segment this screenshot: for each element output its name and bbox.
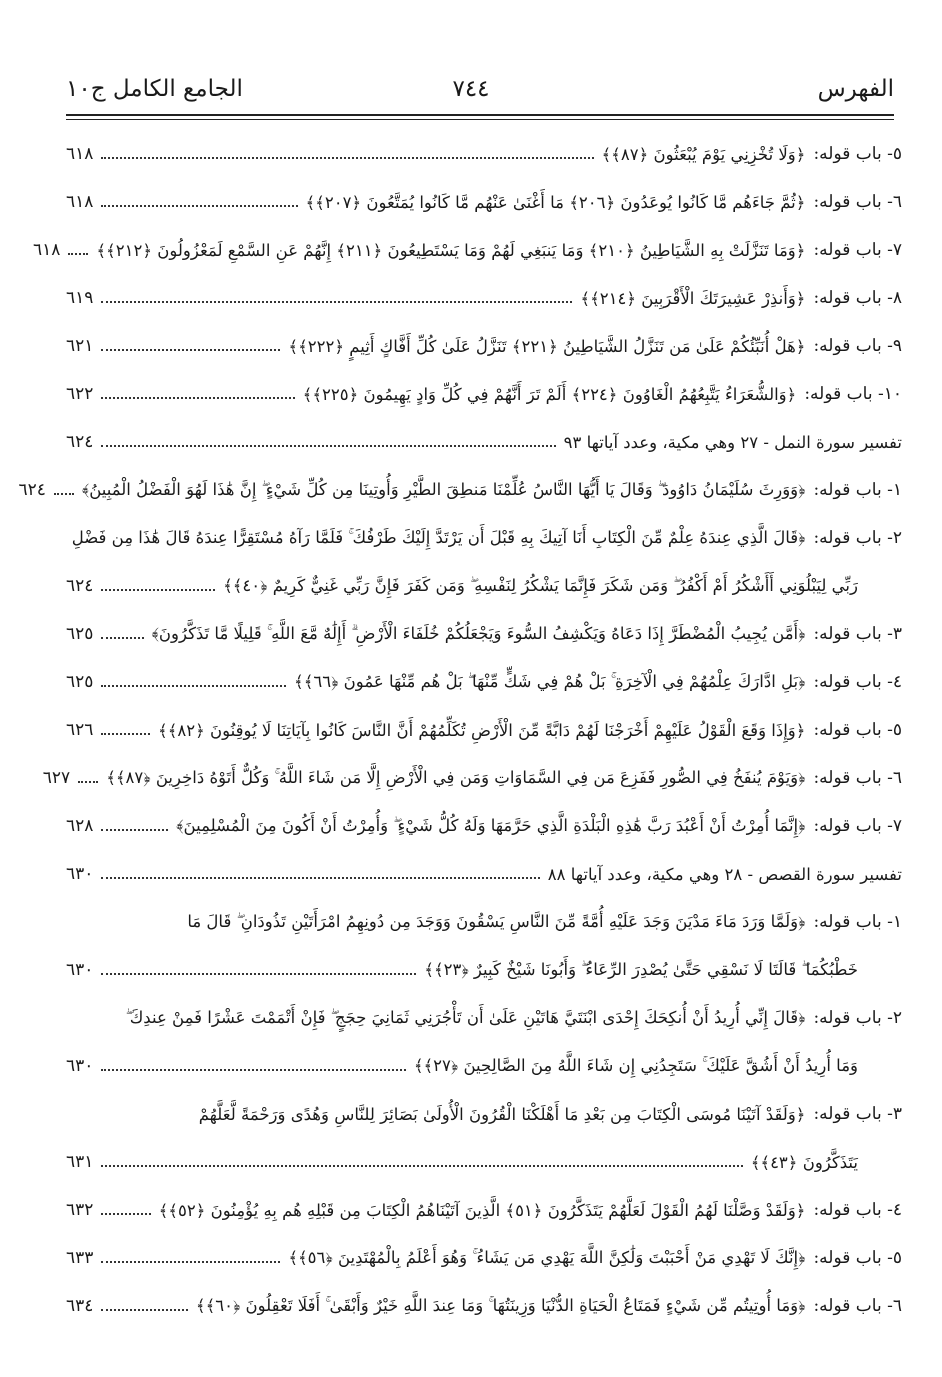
dot-leader <box>101 445 555 447</box>
index-entry <box>66 610 902 658</box>
entry-text: ﴿وَلَا تُخْزِنِي يَوْمَ يُبْعَثُونَ ﴿٨٧﴾﴾ <box>601 144 806 164</box>
index-entry <box>66 706 902 754</box>
entry-page-number: ٦٣٣ <box>66 1248 94 1268</box>
entry-label: ٨- باب قوله: <box>813 288 902 308</box>
entry-label: ٦- باب قوله: <box>813 192 902 212</box>
entry-text: ﴿وَإِذَا وَقَعَ الْقَوْلُ عَلَيْهِمْ أَخْرَجْنَا لَهُمْ دَابَّةً مِّنَ الْأَرْضِ تُكَلِّمُهُمْ أَنَّ النَّاسَ كَانُوا بِآيَاتِنَا لَا يُوقِنُونَ ﴿٨٢﴾﴾ <box>158 720 806 740</box>
dot-leader <box>101 1069 405 1071</box>
index-entry <box>42 754 902 802</box>
entry-page-number: ٦١٨ <box>66 192 94 212</box>
entry-text: ﴿بَلِ ادَّارَكَ عِلْمُهُمْ فِي الْآخِرَةِ ۚ بَلْ هُمْ فِي شَكٍّ مِّنْهَا ۖ بَلْ هُم مِّنْهَا عَمُونَ ﴿٦٦﴾﴾ <box>294 672 806 691</box>
dot-leader <box>101 589 215 591</box>
entry-text: ﴿وَيَوْمَ يُنفَخُ فِي الصُّورِ فَفَزِعَ مَن فِي السَّمَاوَاتِ وَمَن فِي الْأَرْضِ إِلَّا مَن شَاءَ اللَّهُ ۚ وَكُلٌّ أَتَوْهُ دَاخِرِينَ ﴿٨٧﴾﴾ <box>106 768 806 787</box>
entry-label: ٤- باب قوله: <box>813 1200 902 1220</box>
index-entry <box>66 658 902 706</box>
entry-text: ﴿أَمَّن يُجِيبُ الْمُضْطَرَّ إِذَا دَعَاهُ وَيَكْشِفُ السُّوءَ وَيَجْعَلُكُمْ خُلَفَاءَ الْأَرْضِ ۗ أَإِلَٰهٌ مَّعَ اللَّهِ ۚ قَلِيلًا مَّا تَذَكَّرُونَ﴾ <box>151 624 806 643</box>
entry-text: ﴿وَالشُّعَرَاءُ يَتَّبِعُهُمُ الْغَاوُونَ ﴿٢٢٤﴾ أَلَمْ تَرَ أَنَّهُمْ فِي كُلِّ وَادٍ يَهِيمُونَ ﴿٢٢٥﴾﴾ <box>302 384 797 404</box>
index-entry <box>66 322 902 370</box>
index-entry <box>18 466 902 514</box>
entry-label: ٧- باب قوله: <box>813 240 902 260</box>
dot-leader <box>101 685 286 687</box>
entry-page-number: ٦٣٠ <box>66 1056 94 1076</box>
index-entry <box>66 130 902 178</box>
index-entry <box>66 514 902 562</box>
entry-text: ﴿وَأَنذِرْ عَشِيرَتَكَ الْأَقْرَبِينَ ﴿٢١٤﴾﴾ <box>580 288 806 308</box>
entry-text: ﴿وَلَمَّا وَرَدَ مَاءَ مَدْيَنَ وَجَدَ عَلَيْهِ أُمَّةً مِّنَ النَّاسِ يَسْقُونَ وَوَجَدَ مِن دُونِهِمُ امْرَأَتَيْنِ تَذُودَانِ ۖ قَالَ مَا <box>187 912 806 931</box>
index-entry <box>66 1186 902 1234</box>
header-rule <box>66 114 894 116</box>
entry-text: خَطْبُكُمَا ۖ قَالَتَا لَا نَسْقِي حَتَّىٰ يُصْدِرَ الرِّعَاءُ ۖ وَأَبُونَا شَيْخٌ كَبِيرٌ ﴿٢٣﴾﴾ <box>424 960 858 979</box>
page-number: ٧٤٤ <box>452 76 490 102</box>
index-entry <box>66 1282 902 1330</box>
entry-page-number: ٦٢٥ <box>66 624 94 644</box>
entry-page-number: ٦١٨ <box>32 240 61 260</box>
entry-label: ٢- باب قوله: <box>813 528 902 548</box>
entry-text: ﴿وَلَقَدْ آتَيْنَا مُوسَى الْكِتَابَ مِن بَعْدِ مَا أَهْلَكْنَا الْقُرُونَ الْأُولَىٰ بَصَائِرَ لِلنَّاسِ وَهُدًى وَرَحْمَةً لَّعَلَّهُمْ <box>198 1104 806 1124</box>
dot-leader <box>78 781 98 783</box>
entry-text: ﴿وَمَا أُوتِيتُم مِّن شَيْءٍ فَمَتَاعُ الْحَيَاةِ الدُّنْيَا وَزِينَتُهَا ۚ وَمَا عِندَ اللَّهِ خَيْرٌ وَأَبْقَىٰ ۚ أَفَلَا تَعْقِلُونَ ﴿٦٠﴾﴾ <box>195 1296 806 1315</box>
entry-text: ﴿ثُمَّ جَاءَهُم مَّا كَانُوا يُوعَدُونَ ﴿٢٠٦﴾ مَا أَغْنَىٰ عَنْهُم مَّا كَانُوا يُمَتَّعُونَ ﴿٢٠٧﴾﴾ <box>305 192 806 212</box>
dot-leader <box>101 973 416 975</box>
entry-label: ٥- باب قوله: <box>813 720 902 740</box>
dot-leader <box>101 733 150 735</box>
entry-page-number: ٦٢٨ <box>66 816 94 836</box>
entry-page-number: ٦٢٧ <box>42 768 71 788</box>
index-entry <box>66 370 902 418</box>
entry-text: ﴿وَلَقَدْ وَصَّلْنَا لَهُمُ الْقَوْلَ لَعَلَّهُمْ يَتَذَكَّرُونَ ﴿٥١﴾ الَّذِينَ آتَيْنَاهُمُ الْكِتَابَ مِن قَبْلِهِ هُم بِهِ يُؤْمِنُونَ ﴿٥٢﴾﴾ <box>158 1200 806 1220</box>
entry-page-number: ٦٢١ <box>66 336 94 356</box>
dot-leader <box>101 301 572 303</box>
index-entry <box>66 274 902 322</box>
dot-leader <box>101 1165 742 1167</box>
entry-label: ٣- باب قوله: <box>813 624 902 644</box>
entry-label: ١٠- باب قوله: <box>804 384 902 404</box>
entry-page-number: ٦٢٢ <box>66 384 94 404</box>
index-entry <box>66 802 902 850</box>
dot-leader <box>101 1309 188 1311</box>
entry-label: ١- باب قوله: <box>813 480 902 500</box>
entry-page-number: ٦٣٠ <box>66 960 94 980</box>
entry-label: ٥- باب قوله: <box>813 1248 902 1268</box>
entry-text: ﴿وَمَا تَنَزَّلَتْ بِهِ الشَّيَاطِينُ ﴿٢١٠﴾ وَمَا يَنبَغِي لَهُمْ وَمَا يَسْتَطِيعُونَ ﴿٢١١﴾ إِنَّهُمْ عَنِ السَّمْعِ لَمَعْزُولُونَ ﴿٢١٢﴾﴾ <box>96 240 806 260</box>
dot-leader <box>101 205 297 207</box>
entry-text: ﴿وَوَرِثَ سُلَيْمَانُ دَاوُودَ ۖ وَقَالَ يَا أَيُّهَا النَّاسُ عُلِّمْنَا مَنطِقَ الطَّيْرِ وَأُوتِينَا مِن كُلِّ شَيْءٍ ۖ إِنَّ هَٰذَا لَهُوَ الْفَضْلُ الْمُبِينُ﴾ <box>81 480 806 499</box>
dot-leader <box>101 397 294 399</box>
entry-label: ٩- باب قوله: <box>813 336 902 356</box>
book-title: الجامع الكامل ج١٠ <box>66 76 243 102</box>
index-entry <box>66 178 902 226</box>
index-entry <box>66 898 902 946</box>
entry-label: ٥- باب قوله: <box>813 144 902 164</box>
entry-text: يَتَذَكَّرُونَ ﴿٤٣﴾﴾ <box>750 1152 858 1172</box>
dot-leader <box>101 1213 150 1215</box>
index-entry <box>66 1138 902 1186</box>
index-entry <box>66 418 902 466</box>
entry-label: ٦- باب قوله: <box>813 768 902 788</box>
entry-label: ٢- باب قوله: <box>813 1008 902 1028</box>
index-entries <box>18 130 902 1330</box>
index-entry <box>66 562 902 610</box>
entry-page-number: ٦٢٤ <box>66 432 94 452</box>
index-entry <box>66 850 902 898</box>
dot-leader <box>101 157 593 159</box>
entry-text: ﴿هَلْ أُنَبِّئُكُمْ عَلَىٰ مَن تَنَزَّلُ الشَّيَاطِينُ ﴿٢٢١﴾ تَنَزَّلُ عَلَىٰ كُلِّ أَفَّاكٍ أَثِيمٍ ﴿٢٢٢﴾﴾ <box>288 336 806 356</box>
dot-leader <box>54 493 74 495</box>
index-entry <box>66 994 902 1042</box>
entry-page-number: ٦٢٥ <box>66 672 94 692</box>
dot-leader <box>101 877 539 879</box>
entry-label: ٦- باب قوله: <box>813 1296 902 1316</box>
header-rule-thin <box>66 119 894 120</box>
entry-text: رَبِّي لِيَبْلُوَنِي أَأَشْكُرُ أَمْ أَكْفُرُ ۖ وَمَن شَكَرَ فَإِنَّمَا يَشْكُرُ لِنَفْسِهِ ۖ وَمَن كَفَرَ فَإِنَّ رَبِّي غَنِيٌّ كَرِيمٌ ﴿٤٠﴾﴾ <box>223 576 858 595</box>
entry-label: ٧- باب قوله: <box>813 816 902 836</box>
index-entry <box>66 1090 902 1138</box>
entry-text: ﴿قَالَ إِنِّي أُرِيدُ أَنْ أُنكِحَكَ إِحْدَى ابْنَتَيَّ هَاتَيْنِ عَلَىٰ أَن تَأْجُرَنِي ثَمَانِيَ حِجَجٍ ۖ فَإِنْ أَتْمَمْتَ عَشْرًا فَمِنْ عِندِكَ ۖ <box>125 1008 806 1027</box>
index-entry <box>32 226 902 274</box>
dot-leader <box>101 1261 280 1263</box>
entry-page-number: ٦٢٤ <box>18 480 46 500</box>
entry-label: ٣- باب قوله: <box>813 1104 902 1124</box>
entry-page-number: ٦٣١ <box>66 1152 94 1172</box>
index-entry <box>66 1234 902 1282</box>
entry-label: ١- باب قوله: <box>813 912 902 932</box>
entry-text: ﴿إِنَّكَ لَا تَهْدِي مَنْ أَحْبَبْتَ وَلَٰكِنَّ اللَّهَ يَهْدِي مَن يَشَاءُ ۚ وَهُوَ أَعْلَمُ بِالْمُهْتَدِينَ ﴿٥٦﴾﴾ <box>288 1248 806 1267</box>
index-entry <box>66 1042 902 1090</box>
entry-page-number: ٦٣٤ <box>66 1296 94 1316</box>
entry-text: ﴿قَالَ الَّذِي عِندَهُ عِلْمٌ مِّنَ الْكِتَابِ أَنَا آتِيكَ بِهِ قَبْلَ أَن يَرْتَدَّ إِلَيْكَ طَرْفُكَ ۚ فَلَمَّا رَآهُ مُسْتَقِرًّا عِندَهُ قَالَ هَٰذَا مِن فَضْلِ <box>71 528 806 547</box>
entry-page-number: ٦٣٢ <box>66 1200 94 1220</box>
entry-text: ﴿إِنَّمَا أُمِرْتُ أَنْ أَعْبُدَ رَبَّ هَٰذِهِ الْبَلْدَةِ الَّذِي حَرَّمَهَا وَلَهُ كُلُّ شَيْءٍ ۖ وَأُمِرْتُ أَنْ أَكُونَ مِنَ الْمُسْلِمِينَ﴾ <box>176 816 806 835</box>
dot-leader <box>68 253 88 255</box>
section-title: الفهرس <box>817 76 894 102</box>
entry-text: تفسير سورة القصص - ٢٨ وهي مكية، وعدد آياتها ٨٨ <box>547 864 902 884</box>
entry-page-number: ٦١٩ <box>66 288 94 308</box>
index-entry <box>66 946 902 994</box>
entry-label: ٤- باب قوله: <box>813 672 902 692</box>
dot-leader <box>101 637 143 639</box>
entry-page-number: ٦٢٤ <box>66 576 94 596</box>
dot-leader <box>101 349 280 351</box>
entry-page-number: ٦٢٦ <box>66 720 94 740</box>
entry-page-number: ٦١٨ <box>66 144 94 164</box>
dot-leader <box>101 829 168 831</box>
entry-text: وَمَا أُرِيدُ أَنْ أَشُقَّ عَلَيْكَ ۚ سَتَجِدُنِي إِن شَاءَ اللَّهُ مِنَ الصَّالِحِينَ ﴿٢٧﴾﴾ <box>413 1056 858 1075</box>
entry-page-number: ٦٣٠ <box>66 864 94 884</box>
entry-text: تفسير سورة النمل - ٢٧ وهي مكية، وعدد آياتها ٩٣ <box>563 432 902 452</box>
